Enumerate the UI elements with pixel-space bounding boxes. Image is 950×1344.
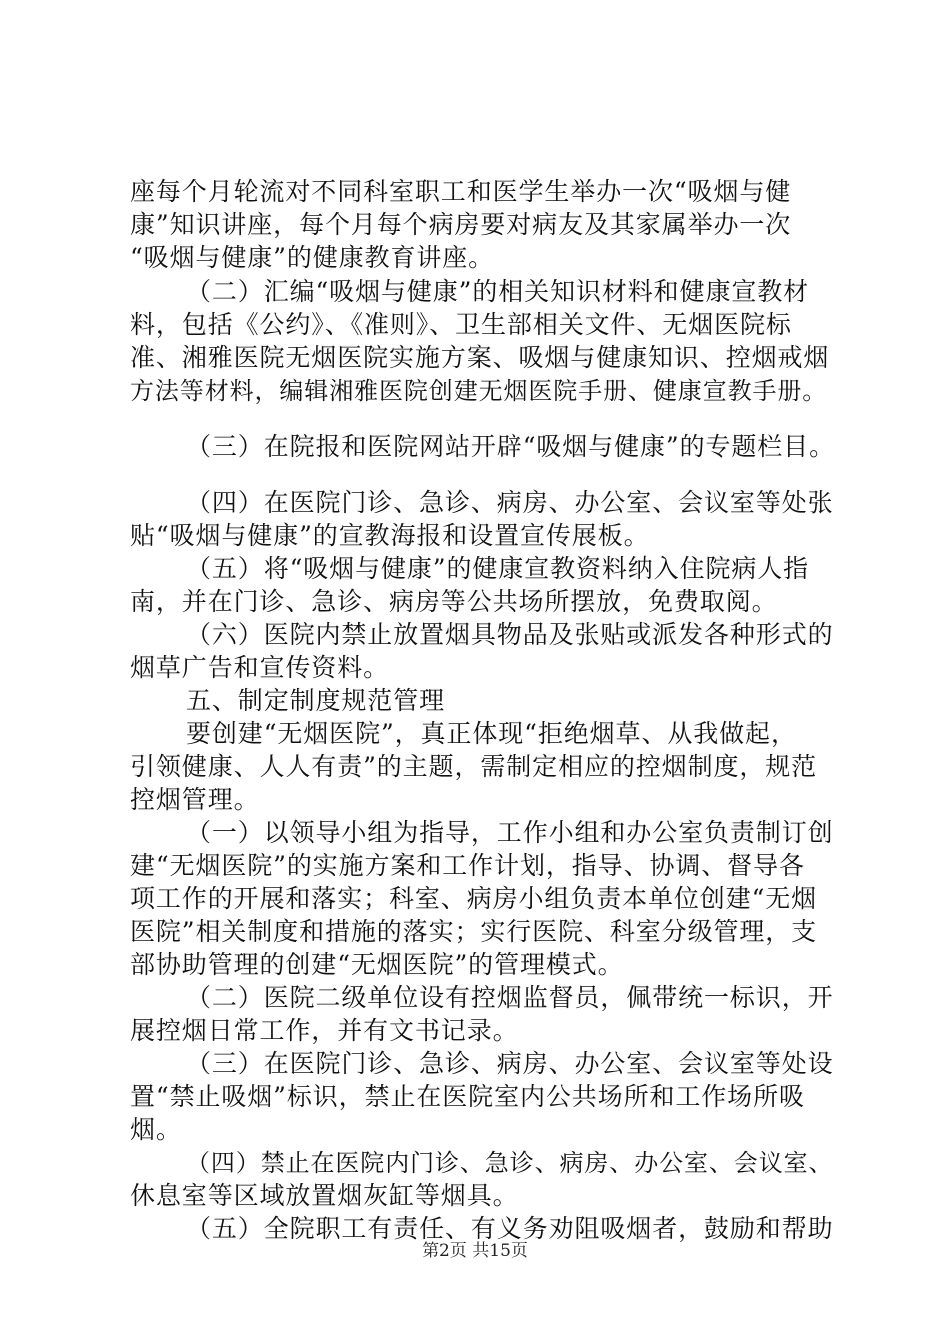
body-line: （五）将“吸烟与健康”的健康宣教资料纳入住院病人指 bbox=[186, 554, 810, 583]
body-line: （五）全院职工有责任、有义务劝阻吸烟者，鼓励和帮助 bbox=[186, 1214, 834, 1243]
body-line: 项工作的开展和落实；科室、病房小组负责本单位创建“无烟 bbox=[130, 884, 818, 913]
section-heading: 五、制定制度规范管理 bbox=[186, 686, 446, 715]
body-line: 建“无烟医院”的实施方案和工作计划，指导、协调、督导各 bbox=[130, 851, 805, 880]
body-line: （四）禁止在医院内门诊、急诊、病房、办公室、会议室、 bbox=[186, 1149, 834, 1177]
body-line: 康”知识讲座，每个月每个病房要对病友及其家属举办一次 bbox=[130, 210, 792, 239]
body-line: 座每个月轮流对不同科室职工和医学生举办一次“吸烟与健 bbox=[130, 177, 792, 206]
body-line: 休息室等区域放置烟灰缸等烟具。 bbox=[130, 1181, 519, 1210]
body-line: 部协助管理的创建“无烟医院”的管理模式。 bbox=[130, 950, 624, 979]
body-line: 准、湘雅医院无烟医院实施方案、吸烟与健康知识、控烟戒烟 bbox=[130, 343, 830, 372]
body-line: （三）在院报和医院网站开辟“吸烟与健康”的专题栏目。 bbox=[186, 432, 835, 461]
body-line: 料，包括《公约》、《准则》、卫生部相关文件、无烟医院标 bbox=[130, 310, 792, 339]
body-line: （三）在医院门诊、急诊、病房、办公室、会议室等处设 bbox=[186, 1049, 834, 1078]
body-line: （一）以领导小组为指导，工作小组和办公室负责制订创 bbox=[186, 818, 834, 847]
body-line: （二）汇编“吸烟与健康”的相关知识材料和健康宣教材 bbox=[186, 277, 810, 306]
body-line: 方法等材料，编辑湘雅医院创建无烟医院手册、健康宣教手册。 bbox=[130, 377, 828, 405]
body-line: 控烟管理。 bbox=[130, 785, 260, 814]
body-line: 要创建“无烟医院”，真正体现“拒绝烟草、从我做起， bbox=[186, 719, 797, 748]
body-line: （四）在医院门诊、急诊、病房、办公室、会议室等处张 bbox=[186, 488, 834, 517]
body-line: （二）医院二级单位设有控烟监督员，佩带统一标识，开 bbox=[186, 983, 834, 1012]
body-line: 贴“吸烟与健康”的宣教海报和设置宣传展板。 bbox=[130, 521, 650, 550]
body-line: 南，并在门诊、急诊、病房等公共场所摆放，免费取阅。 bbox=[130, 587, 778, 616]
body-line: 烟。 bbox=[130, 1115, 182, 1144]
body-line: 烟草广告和宣传资料。 bbox=[130, 653, 390, 682]
body-line: “吸烟与健康”的健康教育讲座。 bbox=[130, 243, 495, 272]
body-line: 展控烟日常工作，并有文书记录。 bbox=[130, 1016, 519, 1045]
body-line: 医院”相关制度和措施的落实；实行医院、科室分级管理，支 bbox=[130, 917, 818, 946]
page-number-footer: 第2页 共15页 bbox=[422, 1241, 528, 1261]
body-line: （六）医院内禁止放置烟具物品及张贴或派发各种形式的 bbox=[186, 620, 834, 649]
body-line: 引领健康、人人有责”的主题，需制定相应的控烟制度，规范 bbox=[130, 752, 818, 781]
body-line: 置“禁止吸烟”标识，禁止在医院室内公共场所和工作场所吸 bbox=[130, 1082, 805, 1111]
